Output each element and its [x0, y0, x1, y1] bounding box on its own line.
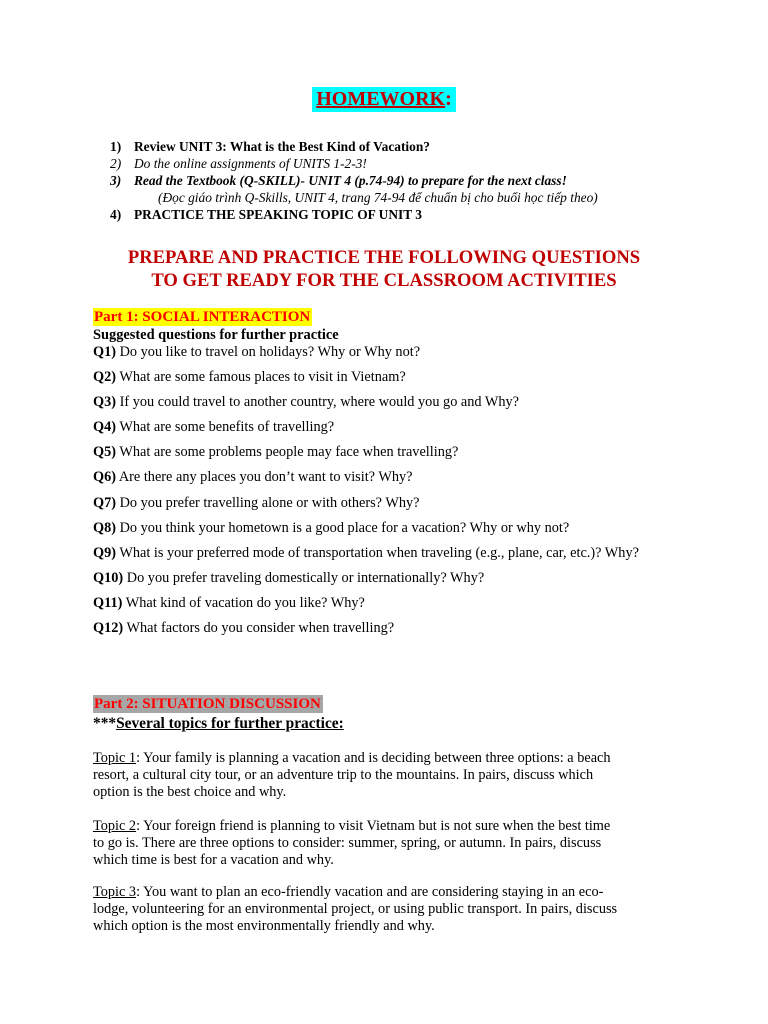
homework-item-text: Read the Textbook (Q-SKILL)- UNIT 4 (p.74-94) to prepare for the next class!	[134, 173, 567, 188]
topic-text: : Your family is planning a vacation and is deciding between three options: a beach	[136, 750, 611, 766]
homework-item-number: 4)	[110, 207, 122, 222]
homework-title	[312, 87, 456, 112]
question-text: Do you think your hometown is a good place for a vacation? Why or why not?	[116, 519, 570, 536]
topic-text: : You want to plan an eco-friendly vacation and are considering staying in an eco-	[136, 884, 604, 900]
homework-item-1	[110, 138, 710, 155]
question-item	[93, 518, 639, 543]
topic-line: to go is. There are three options to consider: summer, spring, or autumn. In pairs, discuss	[93, 835, 602, 851]
part-1-subheading: Suggested questions for further practice	[93, 327, 339, 343]
part-2-subheading	[93, 714, 344, 733]
topic-text: : Your foreign friend is planning to visit Vietnam but is not sure when the best time	[136, 818, 611, 834]
question-text: What are some famous places to visit in Vietnam?	[116, 369, 406, 386]
question-number: Q5)	[93, 444, 117, 461]
topic-1	[93, 750, 693, 801]
question-item	[93, 392, 639, 417]
question-number: Q4)	[93, 419, 117, 436]
homework-item-3-translation: (Đọc giáo trình Q-Skills, UNIT 4, trang 74-94 để chuẩn bị cho buổi học tiếp theo)	[158, 190, 598, 205]
practice-headline-line-1: PREPARE AND PRACTICE THE FOLLOWING QUESTIONS	[127, 247, 641, 268]
question-item	[93, 618, 639, 643]
homework-item-4	[110, 206, 710, 223]
question-item	[93, 367, 639, 392]
homework-item-text: Review UNIT 3: What is the Best Kind of Vacation?	[134, 139, 430, 154]
homework-item-text: PRACTICE THE SPEAKING TOPIC OF UNIT 3	[134, 207, 422, 222]
question-number: Q12)	[93, 620, 124, 637]
question-item	[93, 593, 639, 618]
topic-line	[93, 750, 693, 767]
homework-item-number: 3)	[110, 173, 122, 188]
stars-marker: ***	[93, 715, 117, 732]
topic-line: which option is the most environmentally friendly and why.	[93, 918, 435, 934]
question-item	[93, 543, 639, 568]
homework-title-colon: :	[445, 88, 452, 110]
topic-label: Topic 2	[93, 818, 137, 834]
homework-list	[110, 138, 710, 223]
question-text: What is your preferred mode of transportation when traveling (e.g., plane, car, etc.)? Why?	[116, 544, 639, 561]
question-text: Are there any places you don’t want to visit? Why?	[116, 469, 413, 486]
practice-headline	[0, 246, 768, 292]
topic-line	[93, 884, 693, 901]
question-item	[93, 417, 639, 442]
topic-label: Topic 1	[93, 750, 137, 766]
question-text: If you could travel to another country, where would you go and Why?	[116, 394, 520, 411]
homework-item-number: 2)	[110, 156, 122, 171]
homework-item-text: Do the online assignments of UNITS 1-2-3!	[134, 156, 367, 171]
topic-line	[93, 818, 693, 835]
question-number: Q6)	[93, 469, 117, 486]
question-item	[93, 442, 639, 467]
title-block	[0, 87, 768, 112]
topic-line: which time is best for a vacation and why.	[93, 852, 334, 868]
question-list	[93, 342, 639, 643]
question-text: Do you like to travel on holidays? Why or Why not?	[116, 344, 421, 360]
question-number: Q7)	[93, 494, 117, 511]
topic-line: resort, a cultural city tour, or an adventure trip to the mountains. In pairs, discuss which	[93, 767, 594, 783]
question-number: Q2)	[93, 369, 117, 386]
question-number: Q9)	[93, 544, 117, 561]
question-number: Q1)	[93, 344, 117, 360]
homework-item-3	[110, 172, 710, 189]
question-number: Q8)	[93, 519, 117, 536]
question-text: What factors do you consider when travelling?	[123, 620, 395, 637]
question-text: What are some benefits of travelling?	[116, 419, 335, 436]
topic-2	[93, 818, 693, 869]
question-text: What kind of vacation do you like? Why?	[122, 594, 365, 611]
question-number: Q3)	[93, 394, 117, 411]
question-item	[93, 493, 639, 518]
topic-3	[93, 884, 693, 935]
topic-line: option is the best choice and why.	[93, 784, 287, 800]
part-1-heading: Part 1: SOCIAL INTERACTION	[94, 309, 311, 325]
question-number: Q10)	[93, 569, 124, 586]
question-text: What are some problems people may face when travelling?	[116, 444, 459, 461]
homework-title-text: HOMEWORK	[316, 88, 446, 110]
question-text: Do you prefer travelling alone or with others? Why?	[116, 494, 420, 511]
question-item	[93, 467, 639, 492]
question-item	[93, 342, 639, 367]
question-item	[93, 568, 639, 593]
question-number: Q11)	[93, 594, 123, 611]
homework-item-2	[110, 155, 710, 172]
practice-headline-line-2: TO GET READY FOR THE CLASSROOM ACTIVITIES	[151, 270, 617, 291]
homework-item-number: 1)	[110, 139, 122, 154]
question-text: Do you prefer traveling domestically or internationally? Why?	[123, 569, 485, 586]
part-2-heading: Part 2: SITUATION DISCUSSION	[94, 696, 321, 712]
part-2-subheading-text: Several topics for further practice:	[116, 715, 344, 732]
topic-label: Topic 3	[93, 884, 137, 900]
topic-line: lodge, volunteering for an environmental project, or using public transport. In pairs, discuss	[93, 901, 618, 917]
